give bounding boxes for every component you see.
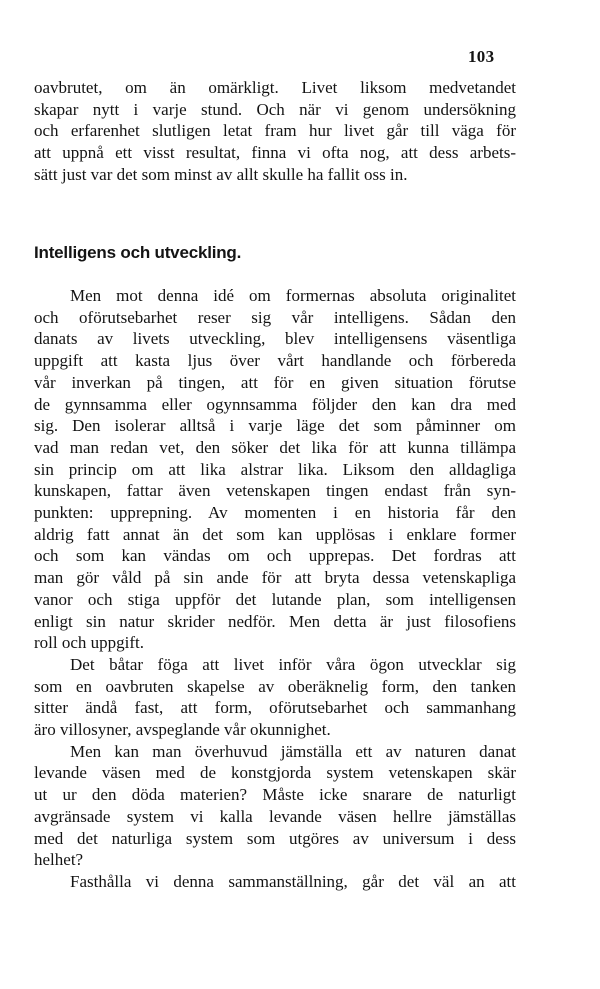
text-line: helhet?	[34, 850, 84, 870]
text-line: sin princip om att lika alstrar lika. Liksom den alldagliga	[34, 459, 516, 479]
text-line: vanor och stiga uppför det lutande plan, som intelligensen	[34, 589, 516, 609]
text-line: Det båtar föga att livet inför våra ögon utvecklar sig	[70, 654, 516, 674]
text-line: uppgift att kasta ljus över vårt handlande och förbereda	[34, 351, 516, 371]
text-line: enligt sin natur skrider nedför. Men detta är just filosofiens	[34, 611, 516, 631]
text-line: de gynnsamma eller ogynnsamma följder den kan dra med	[34, 394, 516, 414]
text-line: ut ur den döda materien? Måste icke snarare de naturligt	[34, 785, 516, 805]
text-line: sig. Den isolerar alltså i varje läge det som påminner om	[34, 416, 516, 436]
text-line: aldrig fatt annat än det som kan upplösas i enklare former	[34, 524, 516, 544]
text-line: vår inverkan på tingen, att för en given situation förutse	[34, 372, 516, 392]
text-line: och oförutsebarhet reser sig vår intelligens. Sådan den	[34, 307, 516, 327]
text-line: kunskapen, fattar även vetenskapen tingen endast från syn-	[34, 481, 516, 501]
text-line: sitter ändå fast, att form, oförutsebarhet och sammanhang	[34, 698, 516, 718]
text-line: avgränsade system vi kalla levande väsen hellre jämställas	[34, 806, 516, 826]
text-line: levande väsen med de konstgjorda system vetenskapen skär	[34, 763, 516, 783]
text-line: punkten: upprepning. Av momenten i en historia får den	[34, 503, 516, 523]
text-line: oavbrutet, om än omärkligt. Livet liksom medvetandet	[34, 78, 516, 97]
text-line: roll och uppgift.	[34, 633, 145, 653]
text-line: att uppnå ett visst resultat, finna vi ofta nog, att dess arbets-	[34, 143, 516, 163]
text-line: danats av livets utveckling, blev intelligensens väsentliga	[34, 329, 516, 349]
text-line: och erfarenhet slutligen letat fram hur livet går till väga för	[34, 121, 516, 141]
text-line: och som kan vändas om och upprepas. Det fordras att	[34, 546, 516, 566]
text-line: skapar nytt i varje stund. Och när vi genom undersökning	[34, 99, 516, 119]
text-line: man gör våld på sin ande för att bryta dessa vetenskapliga	[34, 568, 516, 588]
text-line: med det naturliga system som utgöres av universum i dess	[34, 828, 516, 848]
text-line: Men mot denna idé om formernas absoluta originalitet	[70, 286, 516, 305]
text-line: sätt just var det som minst av allt skulle ha fallit oss in.	[34, 164, 408, 184]
body-text	[34, 285, 516, 893]
intro-paragraph	[34, 77, 516, 186]
text-line: Fasthålla vi denna sammanställning, går det väl an att	[70, 871, 516, 891]
text-line: Men kan man överhuvud jämställa ett av naturen danat	[70, 741, 516, 761]
text-line: vad man redan vet, den söker det lika för att kunna tillämpa	[34, 437, 516, 457]
text-line: som en oavbruten skapelse av oberäknelig form, den tanken	[34, 676, 516, 696]
page-number: 103	[468, 47, 495, 66]
section-heading: Intelligens och utveckling.	[34, 243, 242, 262]
text-line: äro villosyner, avspeglande vår okunnighet.	[34, 720, 331, 740]
